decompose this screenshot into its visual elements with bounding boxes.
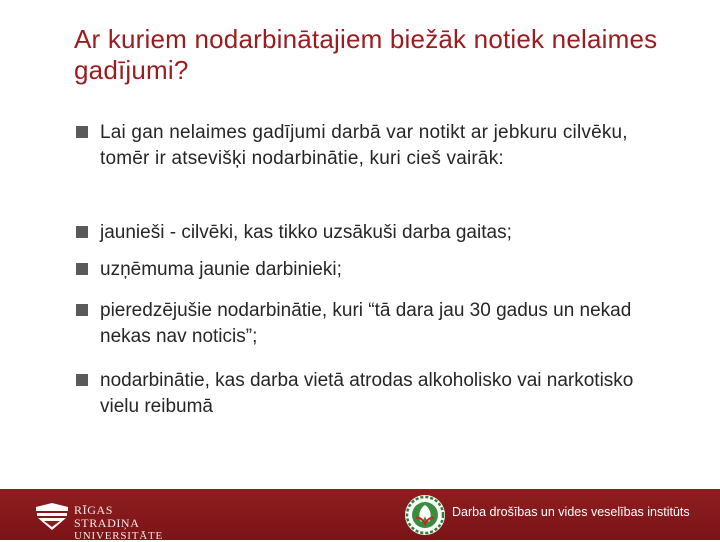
university-name-line2: UNIVERSITĀTE: [74, 530, 164, 542]
bullet-text: Lai gan nelaimes gadījumi darbā var notikt ar jebkuru cilvēku, tomēr ir atsevišķi nodarbinātie, kuri cieš vairāk:: [100, 122, 628, 169]
slide-title: Ar kuriem nodarbinātajiem biežāk notiek nelaimes gadījumi?: [74, 24, 658, 85]
university-name: [74, 504, 174, 542]
institute-emblem-icon: [404, 494, 446, 536]
institute-name: Darba drošības un vides veselības institūts: [452, 505, 690, 519]
square-bullet-icon: [76, 374, 88, 386]
bullet-item: [76, 120, 676, 172]
bullet-item: [76, 220, 676, 246]
square-bullet-icon: [76, 263, 88, 275]
square-bullet-icon: [76, 226, 88, 238]
bullet-item: [76, 368, 676, 420]
university-logo: [34, 503, 174, 542]
rsu-emblem-icon: [34, 503, 70, 531]
bullet-text: nodarbinātie, kas darba vietā atrodas alkoholisko vai narkotisko vielu reibumā: [100, 370, 634, 417]
bullet-text: jaunieši - cilvēki, kas tikko uzsākuši darba gaitas;: [100, 222, 512, 243]
footer-bar: [0, 489, 720, 540]
square-bullet-icon: [76, 126, 88, 138]
university-name-line1: RĪGAS STRADIŅA: [74, 503, 140, 530]
square-bullet-icon: [76, 304, 88, 316]
bullet-text: uzņēmuma jaunie darbinieki;: [100, 259, 342, 280]
bullet-item: [76, 257, 676, 283]
bullet-item: [76, 298, 676, 350]
bullet-text: pieredzējušie nodarbinātie, kuri “tā dara jau 30 gadus un nekad nekas nav noticis”;: [100, 300, 632, 347]
